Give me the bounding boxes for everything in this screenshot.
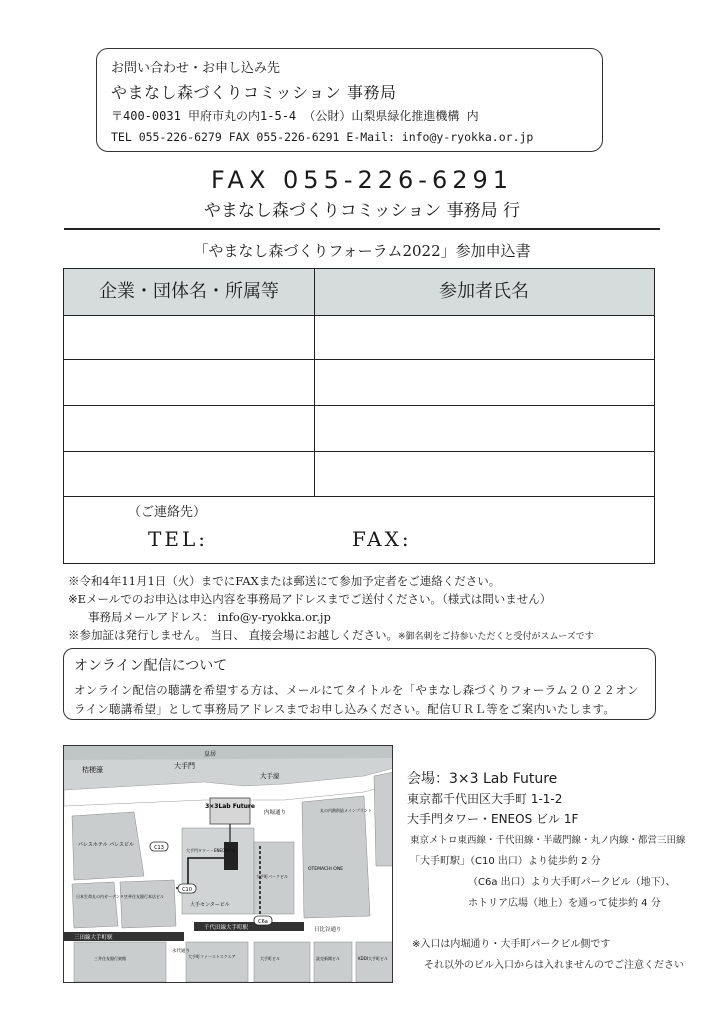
venue-callout	[210, 798, 250, 824]
label-otemon: 大手門	[174, 762, 195, 770]
otemachi-bldg-block	[254, 942, 310, 982]
label-venue: 3×3Lab Future	[205, 803, 255, 810]
label-nissei: 日本生命丸の内ガーデンタワー	[76, 894, 132, 899]
note-deadline: ※令和4年11月1日（火）までにFAXまたは郵送にて参加予定者をご連絡ください。	[68, 574, 501, 588]
fax-label: FAX:	[352, 527, 412, 551]
label-palace-hotel: パレスホテル パレスビル	[78, 842, 135, 848]
label-kikyomon: 桔梗濠	[82, 766, 103, 774]
label-yomiuri: 読売新聞ビル	[316, 956, 340, 961]
fax-number: FAX 055-226-6291	[210, 166, 514, 194]
online-info-box	[63, 648, 656, 720]
contact-org: やまなし森づくりコミッション 事務局	[111, 83, 397, 102]
venue-lines: 東京メトロ東西線・千代田線・半蔵門線・丸ノ内線・都営三田線	[410, 835, 686, 846]
kddi-block	[356, 942, 393, 982]
note-admission	[68, 627, 594, 643]
table-header	[64, 269, 654, 316]
fax-recipient: やまなし森づくりコミッション 事務局 行	[203, 201, 521, 221]
label-otebori: 大手濠	[260, 772, 280, 780]
venue-building	[224, 842, 238, 870]
first-square-block	[186, 942, 248, 982]
label-chiyoda-line: 千代田線大手町駅	[204, 925, 249, 931]
tel-label: TEL:	[148, 527, 208, 551]
sumitomo-block	[120, 880, 176, 928]
label-otemachi-bldg: 大手町ビル	[260, 956, 280, 961]
row-divider	[64, 451, 654, 452]
venue-route-2: （C6a 出口）より大手町パークビル（地下）、	[468, 877, 676, 888]
yomiuri-block	[314, 942, 352, 982]
note-email-address: 事務局メールアドレス： info@y-ryokka.or.jp	[88, 610, 331, 624]
venue-name: 会場：3×3 Lab Future	[407, 771, 558, 787]
column-divider	[314, 269, 315, 496]
row-divider	[64, 496, 654, 497]
label-center: 大手センタービル	[190, 902, 230, 908]
venue-route-1: 「大手町駅」（C10 出口）より徒歩約 2 分	[410, 856, 601, 867]
label-mita-line: 三田線大手町駅	[74, 935, 113, 941]
nissei-block	[72, 882, 118, 928]
smbc-east-block	[74, 942, 166, 982]
map-graphic	[64, 746, 393, 983]
note-email: ※Eメールでのお申込は申込内容を事務局アドレスまでご送付ください。（様式は問いません）	[68, 592, 552, 606]
note-admission-text: ※参加証は発行しません。 当日、 直接会場にお越しください。	[68, 628, 398, 642]
contact-box	[96, 48, 603, 152]
contact-info-label: （ご連絡先）	[128, 505, 207, 520]
venue-address: 東京都千代田区大手町 1-1-2	[407, 792, 563, 806]
label-kddi: KDDI大手町ビル	[358, 956, 388, 961]
venue-route-3: ホトリア広場（地上）を通って徒歩約 4 分	[468, 898, 661, 909]
entrance-note-1: ※入口は内堀通り・大手町パークビル側です	[412, 939, 611, 950]
divider	[64, 228, 660, 230]
label-first-square: 大手町ファーストスクエア	[188, 954, 236, 959]
label-smbc-east: 三井住友銀行東館	[94, 956, 126, 961]
label-tower: 大手門タワー・ENEOSビル	[186, 848, 236, 853]
label-hibiya: 日比谷通り	[314, 927, 342, 933]
east-block	[374, 772, 393, 866]
label-sumitomo: 三井住友銀行本店ビル	[124, 894, 164, 899]
label-c13: C13	[154, 845, 164, 851]
row-divider	[64, 405, 654, 406]
label-eitai: 永代通り	[172, 949, 190, 954]
venue-building: 大手門タワー・ENEOS ビル 1F	[407, 812, 579, 826]
note-business-card: ※御名刺をご持参いただくと受付がスムーズです	[398, 632, 594, 642]
venue-map	[63, 745, 393, 983]
label-park: 大手町パークビル	[256, 874, 288, 879]
label-otemachi-one: OTEMACHI ONE	[308, 867, 344, 872]
palace-grounds	[64, 746, 393, 760]
contact-label: お問い合わせ・お申し込み先	[111, 61, 281, 76]
otemachi-one-block	[302, 796, 370, 918]
entrance-note-2: それ以外のビル入口からは入れませんのでご注意ください	[424, 960, 684, 971]
application-table	[63, 268, 655, 564]
contact-phones: TEL 055-226-6279 FAX 055-226-6291 E-Mail: info@y-ryokka.or.jp	[111, 130, 534, 144]
online-title: オンライン配信について	[74, 658, 228, 674]
header-organization: 企業・団体名・所属等	[99, 281, 279, 302]
label-plant: 丸の内熱供給メインプラント	[320, 808, 372, 813]
form-title: 「やまなし森づくりフォーラム2022」参加申込書	[193, 242, 531, 260]
row-divider	[64, 359, 654, 360]
label-c6a: C6a	[258, 919, 268, 925]
label-kokyo: 皇居	[204, 751, 217, 758]
contact-address: 〒400-0031 甲府市丸の内1-5-4 （公財）山梨県緑化推進機構 内	[111, 109, 479, 123]
label-uchibori: 内堀通り	[264, 810, 287, 816]
header-participant-name: 参加者氏名	[439, 281, 529, 302]
online-body: オンライン配信の聴講を希望する方は、メールにてタイトルを「やまなし森づくりフォーラム２０２２オンライン聴講希望」として事務局アドレスまでお申し込みください。配信ＵＲＬ等をご案内いたします。	[74, 683, 639, 716]
label-c10: C10	[182, 887, 192, 893]
